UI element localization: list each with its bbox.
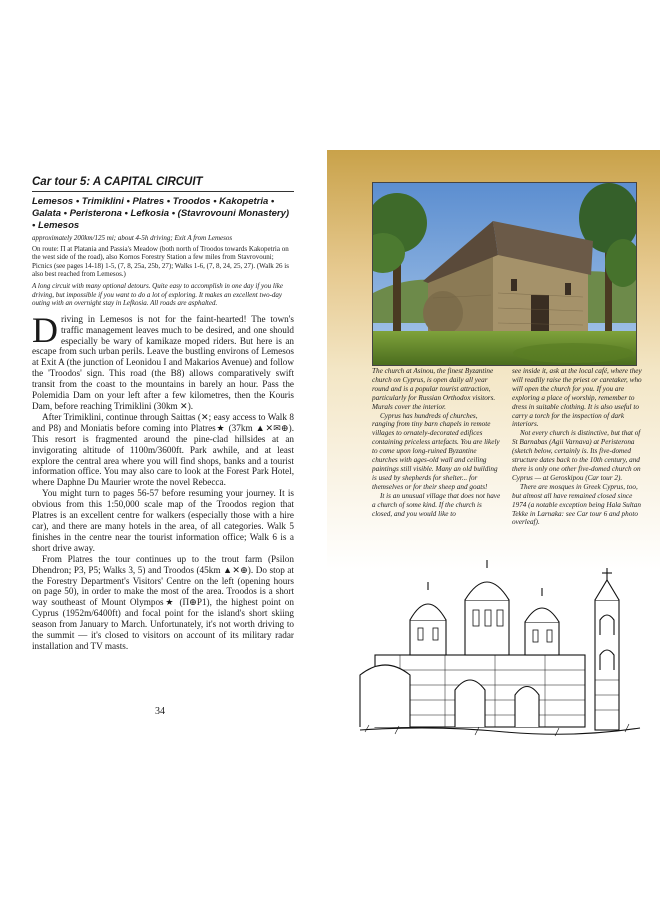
caption-column-2 bbox=[512, 367, 642, 527]
paragraph-3: You might turn to pages 56-57 before resuming your journey. It is obvious from this 1:50,000 scale map of the Troodos region that Platres is an excellent centre for walkers (especially those with a hire car), and there are many hotels in the area, of all categories. Walk 5 finishes in the centre near the tourist information office; Walk 6 is a short drive away. bbox=[32, 488, 294, 553]
tour-title: Car tour 5: A CAPITAL CIRCUIT bbox=[32, 176, 294, 192]
asinou-church-photo bbox=[373, 183, 636, 365]
caption-paragraph: Cyprus has hundreds of churches, ranging from tiny barn chapels in remote villages to ornately-decorated edifices containing priceless artefacts. You are likely to come upon long-ruined Byzantine churches with ages-old wall and ceiling paintings still visible. Many an old building is used by shepherds for shelter... for themselves or for their sheep and goats! bbox=[372, 411, 500, 491]
caption-paragraph: It is an unusual village that does not have a church of some kind. If the church is closed, and you would like to bbox=[372, 491, 501, 518]
paragraph-1: Driving in Lemesos is not for the faint-hearted! The town's traffic management leaves much to be desired, and one should especially be wary of kamikaze moped riders. But here is an escape from such urban perils. Leave the bustling environs of Lemesos at Exit A (the junction of Leonidou I and Makarios Avenue) and follow the 'Troodos' sign. This road (the B8) allows comparatively swift transit from the coast to the mountains in barely an hour. Pass the Polemidia Dam on your left after a few kilometres, then the Kouris Dam, before reaching Trimiklini (30km ✕). bbox=[32, 309, 294, 411]
caption-paragraph: Not every church is distinctive, but that of St Barnabas (Agii Varnava) at Peristerona (sketch below, certainly is. Its five-domed structure dates back to the 10th century, and there is only one other five-domed church on Cyprus — at Geroskipou (Car tour 2). bbox=[512, 429, 641, 482]
body-text bbox=[32, 309, 294, 652]
drop-cap: D bbox=[32, 309, 58, 350]
caption-paragraph: The church at Asinou, the finest Byzantine church on Cyprus, is open daily all year round and is a popular tourist attraction, particularly for Russian Orthodox visitors. Murals cover the interior. bbox=[372, 367, 496, 411]
on-route-line bbox=[32, 245, 294, 279]
church-photo bbox=[372, 182, 637, 366]
page-number: 34 bbox=[155, 706, 165, 717]
church-sketch bbox=[355, 560, 645, 742]
on-route-label: On route: bbox=[32, 244, 59, 253]
paragraph-4: From Platres the tour continues up to the trout farm (Psilon Dhendron; P3, P5; Walks 3, 5) and Troodos (45km ▲✕⊕). Do stop at the Forestry Department's Visitors' Centre on the left (opening hours on page 50), in order to make the most of the area. Troodos is a short way southeast of Mount Olympos★ (Π⊕P1), the highest point on Cyprus (1952m/6400ft) and focal point for the island's short skiing season from January to March. Unfortunately, it's not worth driving to the summit — it's closed to visitors on account of its military radar installation and TV masts. bbox=[32, 553, 294, 651]
caption-paragraph: There are mosques in Greek Cyprus, too, but almost all have remained closed since 1974 (a notable exception being Hala Sultan Tekke in Larnaka: see Car tour 6 and photo overleaf). bbox=[512, 482, 641, 527]
peristerona-church-sketch bbox=[355, 560, 645, 742]
caption-column-1 bbox=[372, 367, 502, 518]
on-route-text: at Platania and Passia's Meadow (both north of Troodos towards Kakopetria on the west side of the road), also Kornos Forestry Station a few miles from Stavrovouni; Picnics (see pages 14-18) 1-5, (7, 8, 25a, 25b, 27); Walks 1-6, (7, 8, 24, 25, 27). (Walk 26 is also best reached from Lemesos.) bbox=[32, 244, 289, 279]
distance-line: approximately 200km/125 mi; about 4-5h driving; Exit A from Lemesos bbox=[32, 234, 233, 242]
route-line: Lemesos • Trimiklini • Platres • Troodos • Kakopetria • Galata • Peristerona • Lefkosia • (Stavrovouni Monastery) • Lemesos bbox=[32, 196, 290, 231]
caption-paragraph: see inside it, ask at the local café, where they will readily raise the priest or caretaker, who will open the church for you. If you are exploring a place of worship, remember to dress in suitable clothing. It is also useful to carry a torch for the inspection of dark interiors. bbox=[512, 367, 642, 429]
paragraph-2: After Trimiklini, continue through Saittas (✕; easy access to Walk 8 and P8) and Moniatis before coming into Platres★ (37km ▲✕✉⊕). This resort is fragmented around the pine-clad hillsides at an invigorating altitude of 1100m/3600ft. Park awhile, and at least explore the central area where you will find shops, banks and a tourist information office. You may also care to look at the Forest Park Hotel, where Daphne Du Maurier wrote the novel Rebecca. bbox=[32, 411, 294, 488]
picnic-icon: Π bbox=[60, 244, 66, 253]
tour-summary: A long circuit with many optional detours. Quite easy to accomplish in one day if you like driving, but impossible if you want to do a lot of exploring. It makes an excellent two-day outing with an overnight stay in Lefkosia. All roads are asphalted. bbox=[32, 281, 283, 308]
left-page bbox=[32, 176, 294, 652]
